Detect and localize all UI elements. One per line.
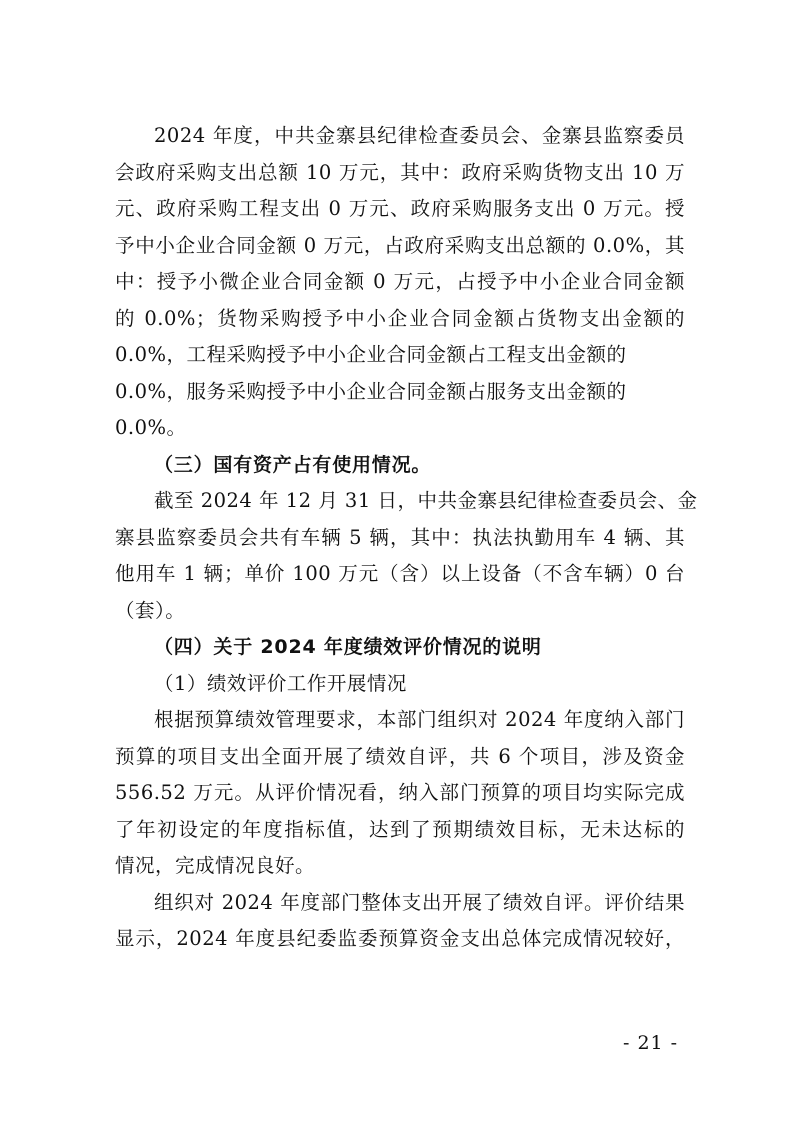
paragraph-line: 0.0%，服务采购授予中小企业合同金额占服务支出金额的 bbox=[115, 379, 627, 403]
paragraph-line: 情况，完成情况良好。 bbox=[115, 854, 316, 877]
subsection-heading: （1）绩效评价工作开展情况 bbox=[154, 671, 407, 695]
paragraph-line: 预算的项目支出全面开展了绩效自评，共 6 个项目，涉及资金 bbox=[115, 744, 685, 768]
paragraph-line: 会政府采购支出总额 10 万元，其中：政府采购货物支出 10 万 bbox=[115, 160, 685, 184]
paragraph-line: 根据预算绩效管理要求，本部门组织对 2024 年度纳入部门 bbox=[154, 708, 685, 731]
paragraph-line: 组织对 2024 年度部门整体支出开展了绩效自评。评价结果 bbox=[154, 890, 685, 914]
paragraph-line: 他用车 1 辆；单价 100 万元（含）以上设备（不含车辆）0 台 bbox=[115, 562, 685, 585]
paragraph-line: 556.52 万元。从评价情况看，纳入部门预算的项目均实际完成 bbox=[115, 781, 685, 804]
paragraph-line: 中：授予小微企业合同金额 0 万元，占授予中小企业合同金额 bbox=[115, 270, 685, 293]
section-heading-3: （三）国有资产占有使用情况。 bbox=[154, 453, 432, 476]
page-number: - 21 - bbox=[623, 1032, 679, 1054]
paragraph-line: 的 0.0%；货物采购授予中小企业合同金额占货物支出金额的 bbox=[115, 306, 685, 330]
section-heading-4: （四）关于 2024 年度绩效评价情况的说明 bbox=[154, 636, 542, 658]
paragraph-line: 2024 年度，中共金寨县纪律检查委员会、金寨县监察委员 bbox=[154, 124, 685, 147]
paragraph-line: 显示，2024 年度县纪委监委预算资金支出总体完成情况较好， bbox=[115, 927, 685, 950]
paragraph-line: 寨县监察委员会共有车辆 5 辆，其中：执法执勤用车 4 辆、其 bbox=[115, 525, 685, 549]
paragraph-line: （套）。 bbox=[115, 598, 186, 622]
paragraph-line: 截至 2024 年 12 月 31 日，中共金寨县纪律检查委员会、金 bbox=[154, 489, 698, 512]
paragraph-line: 了年初设定的年度指标值，达到了预期绩效目标，无未达标的 bbox=[115, 817, 685, 841]
paragraph-line: 予中小企业合同金额 0 万元，占政府采购支出总额的 0.0%，其 bbox=[115, 233, 685, 257]
paragraph-line: 0.0%，工程采购授予中小企业合同金额占工程支出金额的 bbox=[115, 343, 627, 366]
document-body bbox=[115, 118, 698, 958]
paragraph-line: 0.0%。 bbox=[115, 416, 187, 439]
paragraph-line: 元、政府采购工程支出 0 万元、政府采购服务支出 0 万元。授 bbox=[115, 197, 685, 220]
